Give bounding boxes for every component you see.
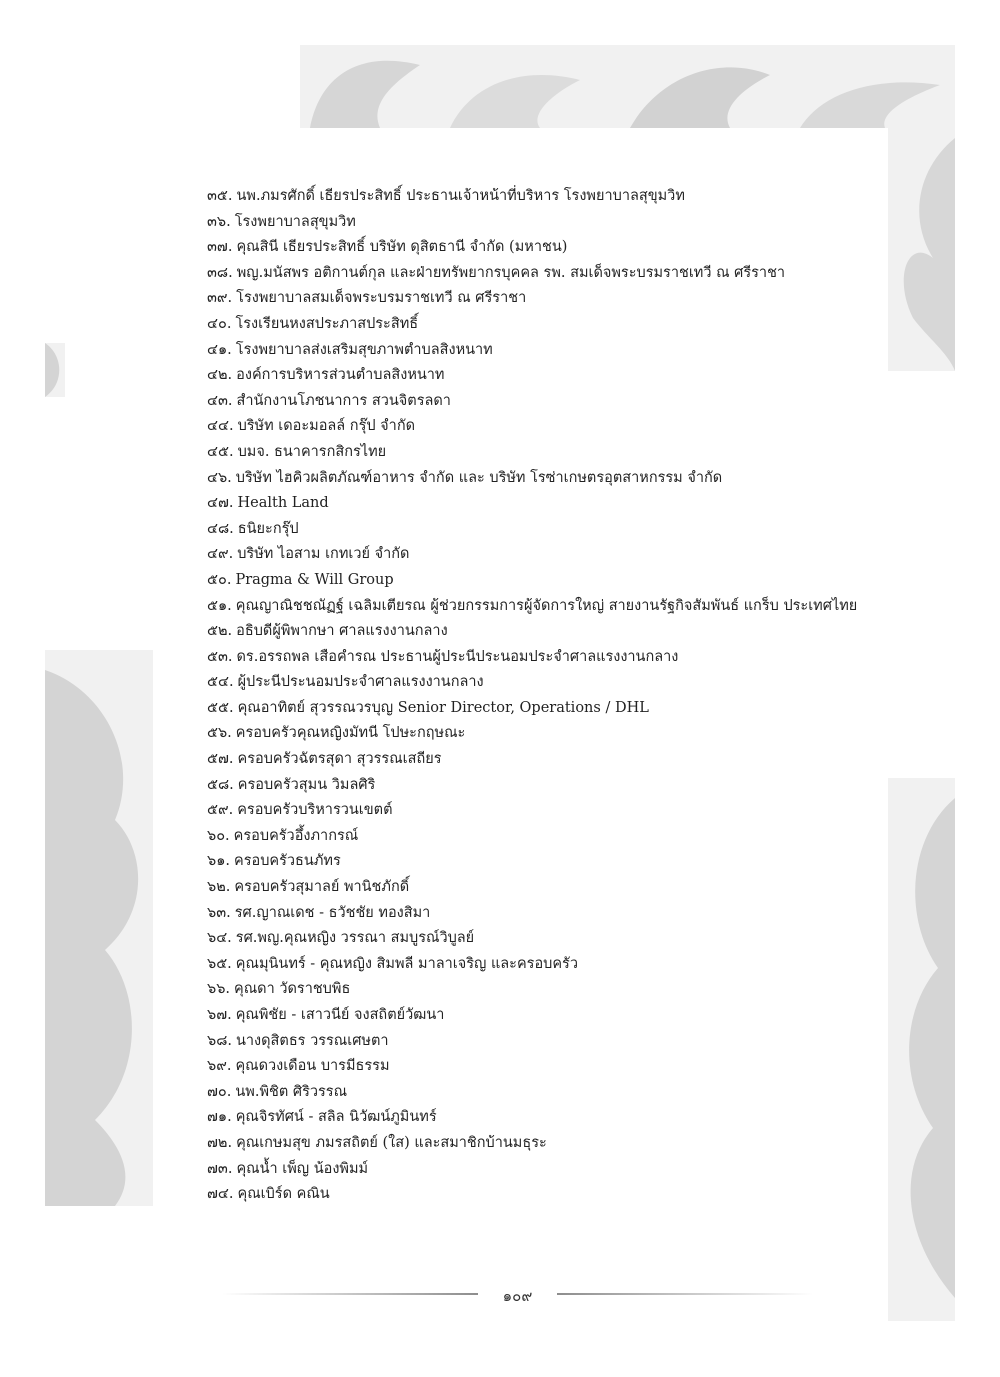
item-text: สำนักงานโภชนาการ สวนจิตรลดา <box>236 392 451 409</box>
list-item <box>207 696 867 722</box>
item-number: ๗๑. <box>207 1109 232 1126</box>
list-item <box>207 1105 867 1131</box>
item-text: ธนิยะกรุ๊ป <box>237 520 299 537</box>
list-item <box>207 261 867 287</box>
item-number: ๔๕. <box>207 443 234 460</box>
list-item <box>207 338 867 364</box>
list-item <box>207 926 867 952</box>
item-text: รศ.พญ.คุณหญิง วรรณา สมบูรณ์วิบูลย์ <box>235 930 475 947</box>
item-number: ๕๕. <box>207 699 234 716</box>
item-number: ๔๙. <box>207 546 234 563</box>
item-text: โรงพยาบาลส่งเสริมสุขภาพตำบลสิงหนาท <box>235 341 493 358</box>
item-number: ๔๔. <box>207 418 234 435</box>
item-number: ๖๔. <box>207 930 232 947</box>
list-item <box>207 286 867 312</box>
item-text: นพ.พิชิต ศิริวรรณ <box>235 1083 348 1100</box>
item-text: โรงพยาบาลสมเด็จพระบรมราชเทวี ณ ศรีราชา <box>236 290 527 307</box>
list-item <box>207 184 867 210</box>
list-item <box>207 798 867 824</box>
list-item <box>207 952 867 978</box>
item-text: นพ.ภมรศักดิ์ เธียรประสิทธิ์ ประธานเจ้าหน้าที่บริหาร โรงพยาบาลสุขุมวิท <box>236 188 685 204</box>
item-text: บริษัท ไฮคิวผลิตภัณฑ์อาหาร จำกัด และ บริษัท โรซ่าเกษตรอุตสาหกรรม จำกัด <box>235 469 723 486</box>
item-text: คุณอาทิตย์ สุวรรณวรบุญ Senior Director, Operations / DHL <box>237 699 649 716</box>
item-text: ครอบครัวสุมาลย์ พานิชภักดิ์ <box>234 879 410 896</box>
item-text: คุณสินี เธียรประสิทธิ์ บริษัท ดุสิตธานี จำกัด (มหาชน) <box>236 239 568 256</box>
item-number: ๗๐. <box>207 1083 232 1100</box>
item-text: รศ.ญาณเดช - ธวัชชัย ทองสิมา <box>234 904 431 921</box>
item-text: นางดุสิตธร วรรณเศษตา <box>236 1032 389 1049</box>
item-text: องค์การบริหารส่วนตำบลสิงหนาท <box>236 367 445 384</box>
list-item <box>207 875 867 901</box>
footer-rule-right <box>557 1293 813 1295</box>
list-item <box>207 1080 867 1106</box>
item-number: ๕๗. <box>207 751 234 768</box>
list-item <box>207 1003 867 1029</box>
item-text: คุณดวงเดือน บารมีธรรม <box>235 1058 390 1075</box>
list-item <box>207 440 867 466</box>
item-text: คุณญาณิชชณัฏฐ์ เฉลิมเตียรณ ผู้ช่วยกรรมการผู้จัดการใหญ่ สายงานรัฐกิจสัมพันธ์ แกร็บ ประเทศไทย <box>235 597 858 614</box>
item-text: คุณมุนินทร์ - คุณหญิง สิมพลี มาลาเจริญ และครอบครัว <box>235 955 578 972</box>
list-item <box>207 363 867 389</box>
item-text: โรงเรียนหงสประภาสประสิทธิ์ <box>235 315 419 332</box>
list-item <box>207 568 867 594</box>
item-number: ๖๓. <box>207 904 231 921</box>
list-item <box>207 414 867 440</box>
item-number: ๔๑. <box>207 341 232 358</box>
item-number: ๔๗. <box>207 495 234 512</box>
floral-ornament-right-top <box>888 128 955 371</box>
list-item <box>207 312 867 338</box>
list-item <box>207 849 867 875</box>
item-text: ผู้ประนีประนอมประจำศาลแรงงานกลาง <box>237 674 484 691</box>
item-number: ๕๐. <box>207 571 232 588</box>
item-number: ๖๐. <box>207 827 230 844</box>
floral-ornament-left-small <box>45 343 65 397</box>
item-text: ครอบครัวสุมน วิมลศิริ <box>237 776 376 793</box>
item-text: ครอบครัวธนภัทร <box>234 853 341 870</box>
list-item <box>207 773 867 799</box>
item-text: คุณพิชัย - เสาวนีย์ จงสถิตย์วัฒนา <box>235 1007 445 1023</box>
item-text: บริษัท เดอะมอลล์ กรุ๊ป จำกัด <box>237 418 416 435</box>
list-item <box>207 645 867 671</box>
item-number: ๖๘. <box>207 1032 232 1049</box>
item-number: ๓๙. <box>207 290 233 307</box>
item-number: ๖๕. <box>207 955 232 972</box>
list-item <box>207 1157 867 1183</box>
list-item <box>207 1182 867 1208</box>
item-number: ๕๔. <box>207 674 234 691</box>
list-item <box>207 466 867 492</box>
item-number: ๗๔. <box>207 1186 234 1203</box>
list-item <box>207 977 867 1003</box>
item-text: บริษัท ไอสาม เกทเวย์ จำกัด <box>237 546 410 563</box>
list-item <box>207 594 867 620</box>
acknowledgement-list <box>207 184 867 1208</box>
list-item <box>207 1029 867 1055</box>
page-number: ๑๐๙ <box>502 1287 533 1305</box>
list-item <box>207 491 867 517</box>
item-text: คุณดา วัดราชบพิธ <box>234 981 351 998</box>
item-number: ๗๒. <box>207 1134 233 1151</box>
item-text: ครอบครัวบริหารวนเขตต์ <box>237 802 393 819</box>
item-text: คุณจิรทัศน์ - สลิล นิวัฒน์ภูมินทร์ <box>235 1109 437 1126</box>
item-number: ๕๙. <box>207 802 234 819</box>
floral-ornament-left <box>45 650 153 1206</box>
item-text: โรงพยาบาลสุขุมวิท <box>234 213 356 230</box>
item-text: ครอบครัวคุณหญิงมัทนี โปษะกฤษณะ <box>235 725 466 742</box>
item-number: ๕๘. <box>207 776 234 793</box>
item-text: Health Land <box>237 495 329 512</box>
list-item <box>207 1131 867 1157</box>
list-item <box>207 542 867 568</box>
item-text: Pragma & Will Group <box>235 571 394 588</box>
list-item <box>207 210 867 236</box>
page-footer <box>0 1284 1000 1304</box>
item-number: ๕๑. <box>207 597 232 614</box>
list-item <box>207 235 867 261</box>
list-item <box>207 389 867 415</box>
item-text: คุณน้ำ เพ็ญ น้องพิมม์ <box>236 1160 369 1177</box>
item-number: ๔๖. <box>207 469 232 486</box>
item-text: ครอบครัวอึ้งภากรณ์ <box>233 827 359 844</box>
floral-ornament-right-bottom <box>888 778 955 1321</box>
item-number: ๖๑. <box>207 853 231 870</box>
item-number: ๔๒. <box>207 367 233 384</box>
item-number: ๔๐. <box>207 315 232 332</box>
item-number: ๖๗. <box>207 1007 232 1023</box>
floral-ornament-top <box>300 45 955 128</box>
item-text: อธิบดีผู้พิพากษา ศาลแรงงานกลาง <box>236 623 448 640</box>
item-text: ครอบครัวฉัตรสุดา สุวรรณเสถียร <box>237 751 442 768</box>
item-text: คุณเกษมสุข ภมรสถิตย์ (ใส) และสมาชิกบ้านมธุระ <box>236 1134 547 1151</box>
list-item <box>207 721 867 747</box>
item-number: ๕๓. <box>207 648 233 665</box>
item-number: ๕๖. <box>207 725 232 742</box>
list-item <box>207 824 867 850</box>
item-number: ๓๕. <box>207 188 233 204</box>
footer-rule-left <box>222 1293 478 1295</box>
item-number: ๓๖. <box>207 213 231 230</box>
item-number: ๖๙. <box>207 1058 232 1075</box>
list-item <box>207 1054 867 1080</box>
list-item <box>207 517 867 543</box>
item-number: ๔๓. <box>207 392 233 409</box>
item-text: คุณเบิร์ด คณิน <box>237 1186 330 1203</box>
item-text: ดร.อรรถพล เสือคำรณ ประธานผู้ประนีประนอมประจำศาลแรงงานกลาง <box>236 648 679 665</box>
list-item <box>207 670 867 696</box>
list-item <box>207 747 867 773</box>
item-number: ๗๓. <box>207 1160 233 1177</box>
item-number: ๖๒. <box>207 879 231 896</box>
item-number: ๔๘. <box>207 520 234 537</box>
list-item <box>207 901 867 927</box>
item-number: ๓๘. <box>207 264 233 281</box>
item-text: พญ.มนัสพร อติกานต์กุล และฝ่ายทรัพยากรบุคคล รพ. สมเด็จพระบรมราชเทวี ณ ศรีราชา <box>236 264 786 281</box>
item-number: ๓๗. <box>207 239 233 256</box>
list-item <box>207 619 867 645</box>
item-number: ๕๒. <box>207 623 233 640</box>
item-text: บมจ. ธนาคารกสิกรไทย <box>237 443 387 460</box>
item-number: ๖๖. <box>207 981 231 998</box>
